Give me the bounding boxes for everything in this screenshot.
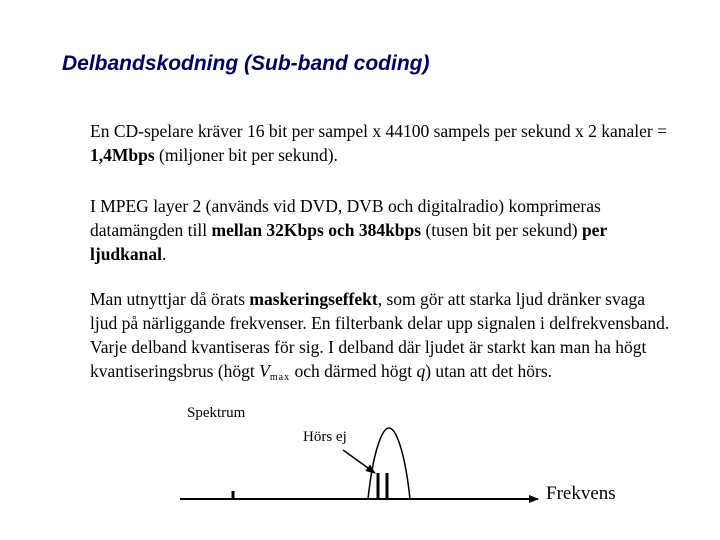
p3-text-2: , som gör att starka ljud dränker svaga ljud på närliggande frekvenser. En filterbank delar upp signalen i delfrekvensband. Varje delband kvantiseras för sig. I delband där ljudet är starkt kan man ha högt kvantiseringsbrus (högt bbox=[90, 289, 670, 381]
p3-var-q: q bbox=[416, 361, 426, 381]
p3-text-3: och därmed högt bbox=[290, 361, 417, 381]
slide-title: Delbandskodning (Sub-band coding) bbox=[62, 52, 430, 75]
p1-text-2: (miljoner bit per sekund). bbox=[154, 145, 338, 165]
p3-text-4: ) utan att det hörs. bbox=[425, 361, 553, 381]
hors-ej-arrow bbox=[343, 450, 375, 473]
p2-text-3: . bbox=[161, 244, 167, 264]
p2-text-1: I MPEG layer 2 (används vid DVD, DVB och digitalradio) komprimeras datamängden till bbox=[90, 196, 601, 240]
p3-text-1: Man utnyttjar då örats bbox=[90, 289, 250, 309]
p3-bold-masking: maskeringseffekt bbox=[249, 289, 378, 309]
p2-text-2: (tusen bit per sekund) bbox=[421, 220, 582, 240]
p2-bold-range: mellan 32Kbps och 384kbps bbox=[211, 220, 422, 240]
masking-curve bbox=[368, 428, 410, 499]
p1-text-1: En CD-spelare kräver 16 bit per sampel x 44100 sampels per sekund x 2 kanaler = bbox=[90, 121, 667, 141]
frekvens-label: Frekvens bbox=[546, 483, 616, 504]
hors-ej-label: Hörs ej bbox=[303, 429, 347, 445]
p1-bold-bitrate: 1,4Mbps bbox=[90, 145, 155, 165]
p3-var-v: V bbox=[259, 361, 270, 381]
p3-var-v-subscript: max bbox=[269, 372, 291, 383]
p2-bold-per-channel: per ljudkanal bbox=[90, 220, 607, 264]
spektrum-label: Spektrum bbox=[187, 405, 246, 421]
